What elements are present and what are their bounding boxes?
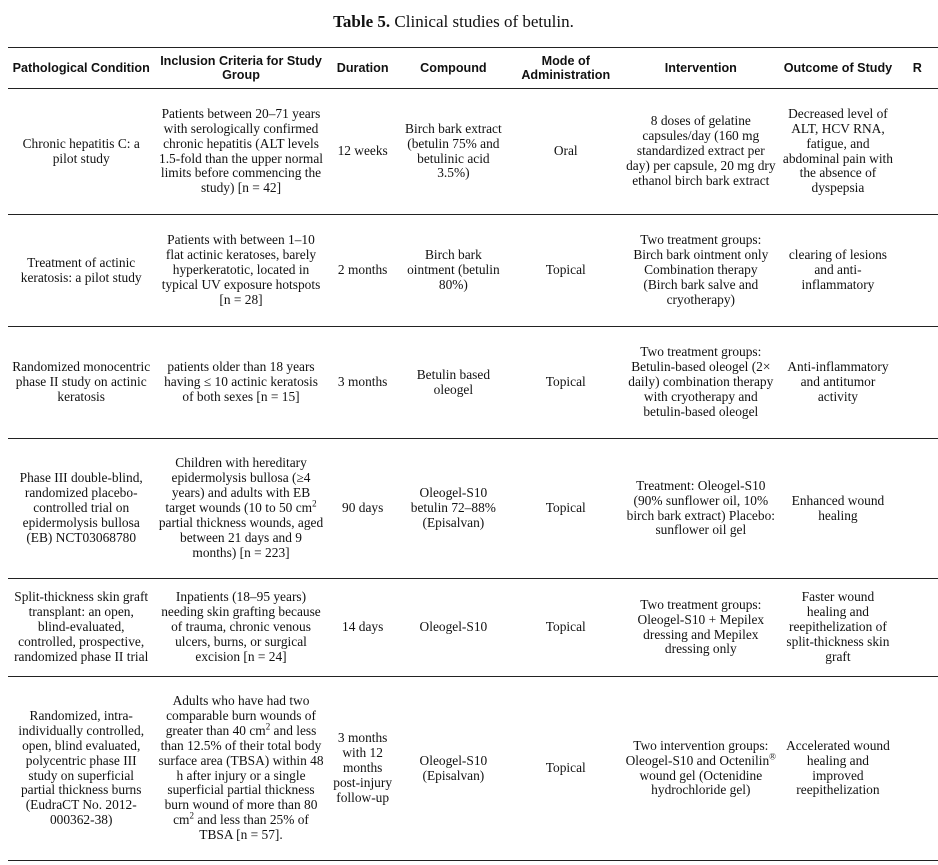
caption-text: Clinical studies of betulin. <box>394 12 574 31</box>
header-criteria: Inclusion Criteria for Study Group <box>160 54 322 82</box>
table-row <box>8 579 938 677</box>
cell-condition: Treatment of actinic keratosis: a pilot study <box>20 254 142 285</box>
criteria-text: and less than 12.5% of their total body surface area (TBSA) within 48 h after injury or a single superficial partial thickness burn wound of more than 80 cm <box>158 722 324 828</box>
table-row <box>8 677 938 861</box>
table-caption <box>0 12 907 32</box>
cell-ref <box>897 215 938 327</box>
table-row <box>8 439 938 579</box>
cell-intervention: Treatment: Oleogel-S10 (90% sunflower oil, 10% birch bark extract) Placebo: sunflower oil gel <box>626 477 775 538</box>
cell-outcome: Enhanced wound healing <box>791 492 885 523</box>
cell-intervention: Two treatment groups: Oleogel-S10 + Mepilex dressing and Mepilex dressing only <box>637 596 765 657</box>
cell-compound: Birch bark ointment (betulin 80%) <box>407 247 500 292</box>
criteria-text: and less than 25% of TBSA [n = 57]. <box>193 812 309 843</box>
cell-duration: 90 days <box>342 500 384 516</box>
cell-duration: 3 months <box>337 374 388 390</box>
intervention-text: Two intervention groups: Oleogel-S10 and Octenilin <box>625 737 770 768</box>
cell-intervention: Two treatment groups: Birch bark ointment only Combination therapy (Birch bark salve and cryotherapy) <box>633 232 769 307</box>
superscript: 2 <box>189 810 194 821</box>
cell-condition: Randomized, intra-individually controlled, open, blind evaluated, polycentric phase III study on superficial partial thickness burns (EudraCT No. 2012-000362-38) <box>18 707 145 828</box>
registered-mark: ® <box>769 751 777 762</box>
header-outcome: Outcome of Study <box>783 61 893 75</box>
cell-criteria: Patients between 20–71 years with serologically confirmed chronic hepatitis (ALT levels 1.5-fold than the upper normal limits before commencing the study) [n = 42] <box>159 105 323 196</box>
cell-intervention <box>622 677 779 861</box>
cell-condition: Phase III double-blind, randomized placebo-controlled trial on epidermolysis bullosa (EB) NCT03068780 <box>19 470 143 545</box>
cell-ref <box>897 677 938 861</box>
header-compound: Compound <box>420 61 487 75</box>
cell-mode: Topical <box>545 619 586 635</box>
intervention-text: wound gel (Octenidine hydrochloride gel) <box>639 767 763 798</box>
cell-mode: Topical <box>545 262 586 278</box>
cell-compound: Birch bark extract (betulin 75% and betulinic acid 3.5%) <box>405 120 502 181</box>
cell-criteria: Inpatients (18–95 years) needing skin grafting because of trauma, chronic venous ulcers, burns, or surgical excision [n = 24] <box>161 589 321 664</box>
header-mode: Mode of Administration <box>521 54 611 82</box>
table-row <box>8 215 938 327</box>
cell-duration: 2 months <box>337 262 388 278</box>
cell-ref <box>897 89 938 215</box>
table-row <box>8 327 938 439</box>
cell-mode: Oral <box>553 143 578 159</box>
cell-mode: Topical <box>545 374 586 390</box>
header-intervention: Intervention <box>664 61 737 75</box>
cell-ref <box>897 439 938 579</box>
cell-criteria <box>154 677 327 861</box>
table-row <box>8 89 938 215</box>
cell-compound: Oleogel-S10 betulin 72–88% (Episalvan) <box>410 485 496 530</box>
superscript: 2 <box>265 721 271 732</box>
caption-label: Table 5. <box>333 12 391 31</box>
cell-ref <box>897 327 938 439</box>
clinical-studies-table <box>8 47 938 861</box>
cell-mode: Topical <box>545 760 586 776</box>
cell-outcome: clearing of lesions and anti-inflammatory <box>788 247 888 292</box>
cell-criteria: Patients with between 1–10 flat actinic keratoses, barely hyperkeratotic, located in typical UV exposure hotspots [n = 28] <box>161 232 321 307</box>
cell-outcome: Decreased level of ALT, HCV RNA, fatigue, and abdominal pain with the absence of dyspepsia <box>782 105 893 196</box>
table-header-row <box>8 48 938 89</box>
cell-outcome: Anti-inflammatory and antitumor activity <box>787 359 889 404</box>
cell-duration: 3 months with 12 months post-injury follow-up <box>333 730 393 805</box>
cell-compound: Oleogel-S10 <box>419 619 488 635</box>
header-condition: Pathological Condition <box>12 61 150 75</box>
cell-duration: 14 days <box>342 619 384 635</box>
cell-duration: 12 weeks <box>337 143 388 159</box>
cell-compound: Oleogel-S10 (Episalvan) <box>419 752 488 783</box>
criteria-text: partial thickness wounds, aged between 21 days and 9 months) [n = 223] <box>158 514 324 560</box>
cell-ref <box>897 579 938 677</box>
cell-outcome: Faster wound healing and reepithelization of split-thickness skin graft <box>786 589 890 664</box>
cell-mode: Topical <box>545 500 586 516</box>
cell-criteria <box>154 439 327 579</box>
criteria-text: Children with hereditary epidermolysis bullosa (≥4 years) and adults with EB target wounds (10 to 50 cm <box>165 455 313 516</box>
cell-intervention: 8 doses of gelatine capsules/day (160 mg standardized extract per day) per capsule, 20 mg dry ethanol birch bark extract <box>626 113 776 188</box>
header-duration: Duration <box>336 61 389 75</box>
cell-outcome: Accelerated wound healing and improved reepithelization <box>786 737 890 798</box>
criteria-text: Adults who have had two comparable burn wounds of greater than 40 cm <box>165 692 316 738</box>
cell-intervention: Two treatment groups: Betulin-based oleogel (2× daily) combination therapy with cryotherapy and betulin-based oleogel <box>628 344 774 419</box>
cell-compound: Betulin based oleogel <box>416 366 491 397</box>
cell-condition: Split-thickness skin graft transplant: an open, blind-evaluated, controlled, prospective, randomized phase II trial <box>14 589 149 664</box>
superscript: 2 <box>312 498 317 509</box>
cell-condition: Chronic hepatitis C: a pilot study <box>22 135 140 166</box>
cell-criteria: patients older than 18 years having ≤ 10 actinic keratosis of both sexes [n = 15] <box>164 359 318 404</box>
cell-condition: Randomized monocentric phase II study on actinic keratosis <box>12 359 151 404</box>
header-ref: R <box>912 61 922 75</box>
